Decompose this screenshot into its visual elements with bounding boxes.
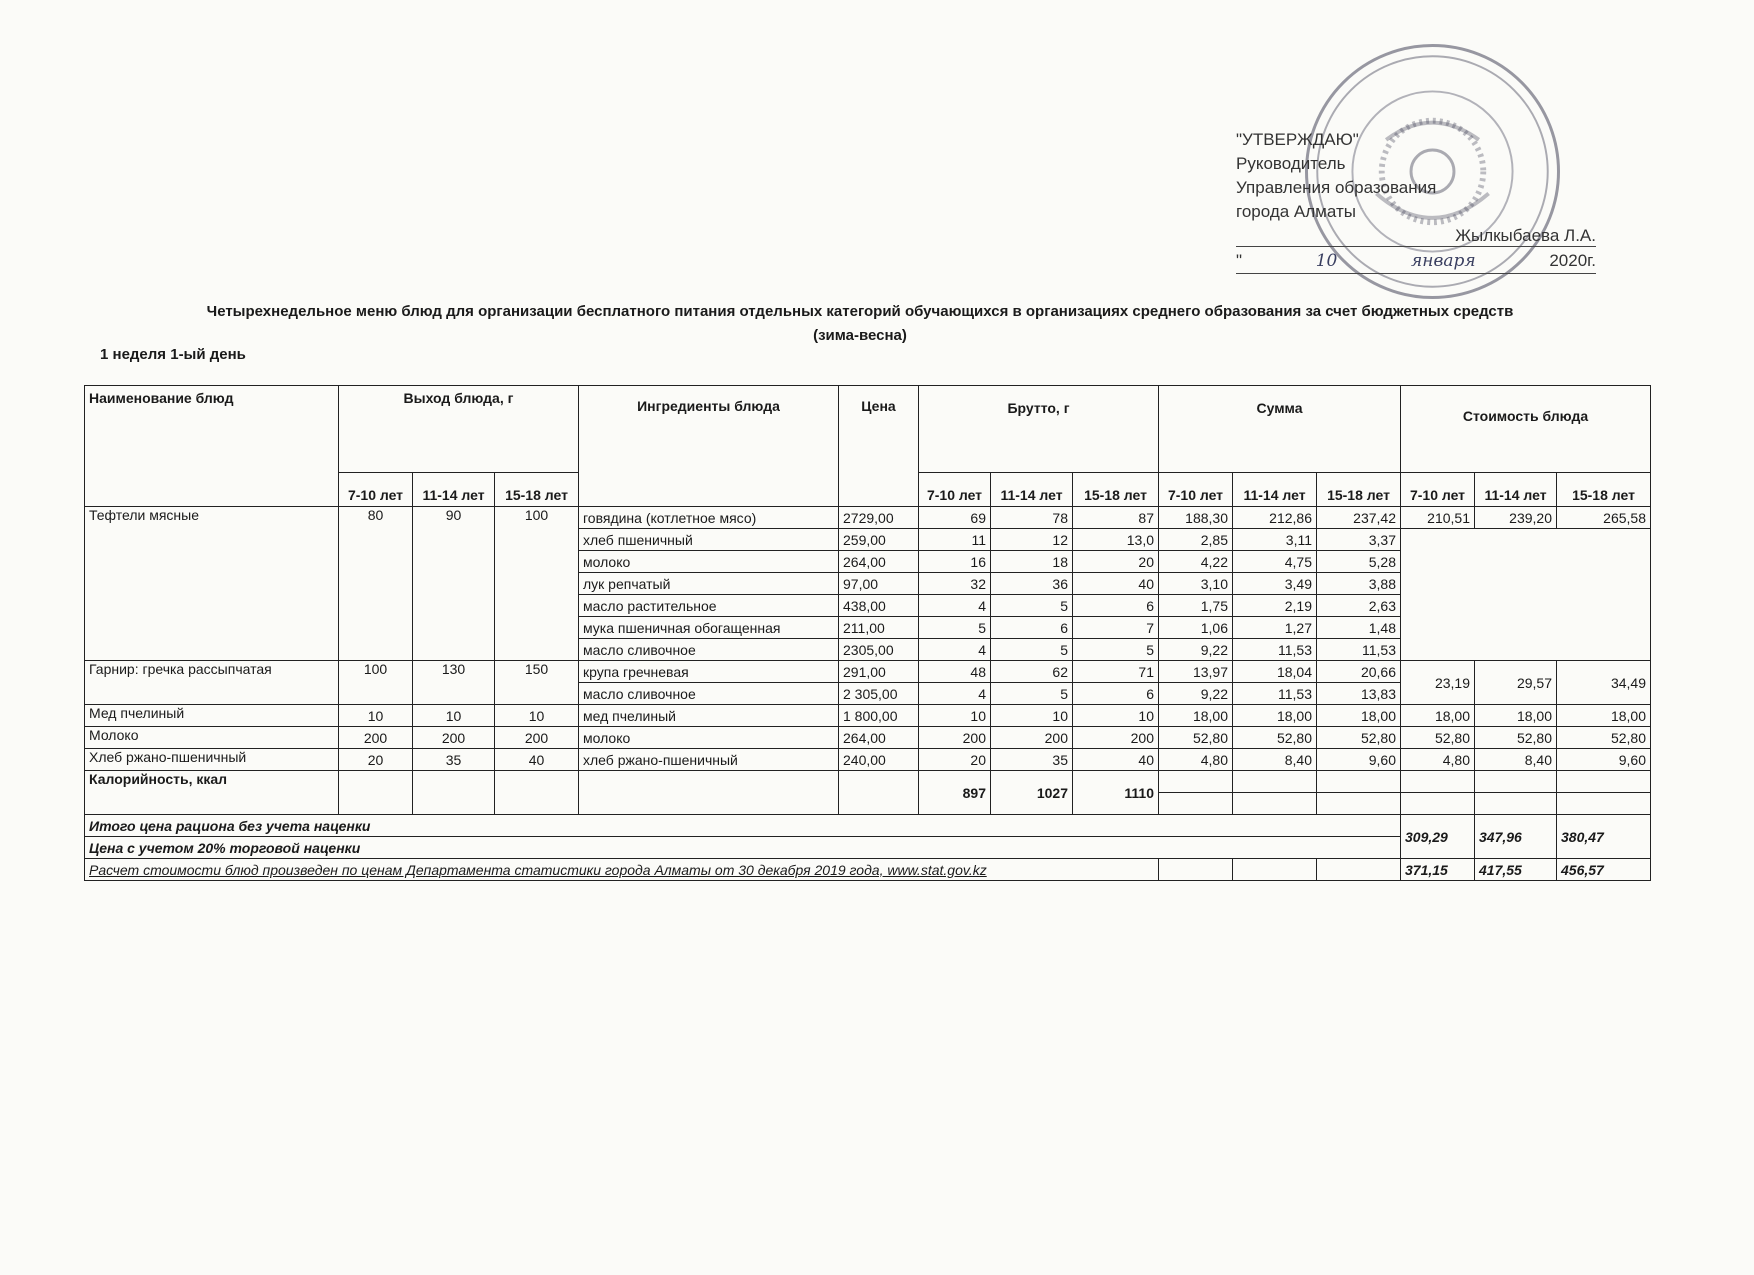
sum-cell: 11,53 [1233,639,1317,661]
approval-position: Руководитель [1236,154,1346,173]
cost-cell: 23,19 [1401,661,1475,705]
empty-cell [1557,793,1651,815]
cost-cell: 18,00 [1401,705,1475,727]
approval-block [1236,128,1596,274]
sum-cell: 3,49 [1233,573,1317,595]
brutto-cell: 62 [991,661,1073,683]
brutto-cell: 10 [991,705,1073,727]
dish-name: Тефтели мясные [85,507,339,661]
ingredient-cell: молоко [579,551,839,573]
header-brutto: Брутто, г [919,386,1159,473]
sum-cell: 18,00 [1233,705,1317,727]
brutto-age-15-18: 15-18 лет [1073,473,1159,507]
brutto-cell: 6 [991,617,1073,639]
total-no-markup-label: Итого цена рациона без учета наценки [85,815,1401,837]
ingredient-cell: говядина (котлетное мясо) [579,507,839,529]
brutto-cell: 200 [991,727,1073,749]
sum-cell: 52,80 [1233,727,1317,749]
empty-cell [1317,793,1401,815]
signer-name: Жылкыбаева Л.А. [1455,226,1596,245]
yield-cell: 200 [339,727,413,749]
sum-age-7-10: 7-10 лет [1159,473,1233,507]
cost-cell: 239,20 [1475,507,1557,529]
header-dish: Наименование блюд [85,386,339,507]
empty-cell [1557,771,1651,793]
brutto-cell: 5 [919,617,991,639]
empty-cell [495,771,579,815]
sum-cell: 4,22 [1159,551,1233,573]
yield-cell: 200 [413,727,495,749]
yield-cell: 200 [495,727,579,749]
empty-cell [1159,793,1233,815]
cost-cell: 29,57 [1475,661,1557,705]
date-quote: " [1236,251,1243,270]
sum-cell: 2,63 [1317,595,1401,617]
empty-cell [1159,859,1233,881]
brutto-cell: 7 [1073,617,1159,639]
total-row [85,815,1651,837]
sum-cell: 9,22 [1159,683,1233,705]
yield-cell: 40 [495,749,579,771]
header-row-top [85,386,1651,473]
menu-table [84,385,1651,881]
total-no-markup-value: 347,96 [1475,815,1557,859]
ingredient-cell: мед пчелиный [579,705,839,727]
sum-cell: 3,88 [1317,573,1401,595]
cost-cell: 4,80 [1401,749,1475,771]
price-source-note: Расчет стоимости блюд произведен по ценам Департамента статистики города Алматы от 30 декабря 2019 года, www.stat.gov.kz [85,859,1159,881]
price-cell: 240,00 [839,749,919,771]
empty-cell [579,771,839,815]
sum-cell: 5,28 [1317,551,1401,573]
brutto-cell: 69 [919,507,991,529]
empty-cell [1475,771,1557,793]
price-cell: 97,00 [839,573,919,595]
brutto-cell: 16 [919,551,991,573]
document-title [170,302,1550,346]
cost-age-15-18: 15-18 лет [1557,473,1651,507]
ingredient-cell: масло растительное [579,595,839,617]
sum-cell: 18,04 [1233,661,1317,683]
empty-cell [1401,793,1475,815]
brutto-age-11-14: 11-14 лет [991,473,1073,507]
ingredient-cell: лук репчатый [579,573,839,595]
ingredient-cell: масло сливочное [579,683,839,705]
date-day: 10 [1315,251,1338,271]
brutto-cell: 20 [1073,551,1159,573]
ingredient-cell: крупа гречневая [579,661,839,683]
empty-cell [1401,771,1475,793]
brutto-cell: 5 [991,683,1073,705]
sum-cell: 2,19 [1233,595,1317,617]
yield-cell: 100 [495,507,579,661]
sum-cell: 1,06 [1159,617,1233,639]
brutto-cell: 6 [1073,595,1159,617]
brutto-age-7-10: 7-10 лет [919,473,991,507]
empty-cell [339,771,413,815]
sum-cell: 188,30 [1159,507,1233,529]
dish-name: Мед пчелиный [85,705,339,727]
cost-cell: 52,80 [1475,727,1557,749]
total-markup-value: 417,55 [1475,859,1557,881]
approval-department: Управления образования [1236,178,1437,197]
sum-cell: 8,40 [1233,749,1317,771]
date-year: 2020г. [1549,251,1596,270]
brutto-cell: 35 [991,749,1073,771]
sum-cell: 11,53 [1233,683,1317,705]
date-month: января [1411,251,1476,271]
note-row [85,859,1651,881]
brutto-cell: 32 [919,573,991,595]
yield-age-15-18: 15-18 лет [495,473,579,507]
ingredient-cell: масло сливочное [579,639,839,661]
yield-cell: 20 [339,749,413,771]
approval-date [1236,249,1596,274]
sum-cell: 3,37 [1317,529,1401,551]
ingredient-cell: хлеб ржано-пшеничный [579,749,839,771]
price-cell: 259,00 [839,529,919,551]
signature-line [1236,224,1596,247]
yield-age-11-14: 11-14 лет [413,473,495,507]
sum-cell: 4,80 [1159,749,1233,771]
sum-cell: 52,80 [1159,727,1233,749]
total-markup-value: 456,57 [1557,859,1651,881]
sum-cell: 3,10 [1159,573,1233,595]
brutto-cell: 4 [919,683,991,705]
yield-cell: 10 [339,705,413,727]
empty-cell [1233,793,1317,815]
brutto-cell: 12 [991,529,1073,551]
sum-cell: 4,75 [1233,551,1317,573]
price-cell: 264,00 [839,551,919,573]
ingredient-cell: хлеб пшеничный [579,529,839,551]
brutto-cell: 40 [1073,573,1159,595]
ingredient-cell: молоко [579,727,839,749]
sum-cell: 1,27 [1233,617,1317,639]
yield-cell: 90 [413,507,495,661]
cost-cell: 18,00 [1557,705,1651,727]
sum-cell: 3,11 [1233,529,1317,551]
brutto-cell: 6 [1073,683,1159,705]
sum-cell: 237,42 [1317,507,1401,529]
kcal-value: 897 [919,771,991,815]
sum-cell: 52,80 [1317,727,1401,749]
price-cell: 2 305,00 [839,683,919,705]
cost-cell: 9,60 [1557,749,1651,771]
brutto-cell: 5 [991,639,1073,661]
yield-cell: 150 [495,661,579,705]
brutto-cell: 4 [919,639,991,661]
brutto-cell: 200 [919,727,991,749]
empty-cell [1233,859,1317,881]
sum-age-11-14: 11-14 лет [1233,473,1317,507]
empty-cell [1475,793,1557,815]
total-markup-label: Цена с учетом 20% торговой наценки [85,837,1401,859]
total-no-markup-value: 380,47 [1557,815,1651,859]
empty-cost-block [1401,529,1651,661]
title-text: Четырехнедельное меню блюд для организации бесплатного питания отдельных категорий обучающихся в организациях среднего образования за счет бюджетных средств [206,303,1514,320]
ingredient-cell: мука пшеничная обогащенная [579,617,839,639]
brutto-cell: 40 [1073,749,1159,771]
dish-name: Хлеб ржано-пшеничный [85,749,339,771]
cost-cell: 52,80 [1557,727,1651,749]
brutto-cell: 5 [1073,639,1159,661]
cost-cell: 34,49 [1557,661,1651,705]
brutto-cell: 20 [919,749,991,771]
empty-cell [1317,771,1401,793]
yield-cell: 80 [339,507,413,661]
sum-cell: 20,66 [1317,661,1401,683]
cost-age-11-14: 11-14 лет [1475,473,1557,507]
sum-cell: 18,00 [1317,705,1401,727]
price-cell: 1 800,00 [839,705,919,727]
header-ingredients: Ингредиенты блюда [579,386,839,507]
season-subtitle: (зима-весна) [813,327,907,344]
approval-heading: "УТВЕРЖДАЮ" [1236,130,1359,149]
kcal-value: 1027 [991,771,1073,815]
brutto-cell: 5 [991,595,1073,617]
sum-cell: 2,85 [1159,529,1233,551]
cost-cell: 265,58 [1557,507,1651,529]
price-cell: 291,00 [839,661,919,683]
brutto-cell: 78 [991,507,1073,529]
brutto-cell: 13,0 [1073,529,1159,551]
cost-cell: 8,40 [1475,749,1557,771]
sum-cell: 212,86 [1233,507,1317,529]
brutto-cell: 18 [991,551,1073,573]
cost-age-7-10: 7-10 лет [1401,473,1475,507]
cost-cell: 18,00 [1475,705,1557,727]
dish-name: Молоко [85,727,339,749]
empty-cell [839,771,919,815]
brutto-cell: 4 [919,595,991,617]
sum-cell: 18,00 [1159,705,1233,727]
yield-cell: 100 [339,661,413,705]
brutto-cell: 11 [919,529,991,551]
yield-cell: 10 [495,705,579,727]
table-row [85,661,1651,683]
header-cost: Стоимость блюда [1401,386,1651,473]
sum-cell: 13,83 [1317,683,1401,705]
table-row [85,749,1651,771]
table-row [85,727,1651,749]
cost-cell: 52,80 [1401,727,1475,749]
table-row [85,507,1651,529]
sum-cell: 9,22 [1159,639,1233,661]
cost-cell: 210,51 [1401,507,1475,529]
yield-cell: 35 [413,749,495,771]
table-row [85,705,1651,727]
sum-cell: 9,60 [1317,749,1401,771]
total-markup-value: 371,15 [1401,859,1475,881]
empty-cell [1233,771,1317,793]
header-sum: Сумма [1159,386,1401,473]
yield-cell: 10 [413,705,495,727]
dish-name: Гарнир: гречка рассыпчатая [85,661,339,705]
sum-cell: 11,53 [1317,639,1401,661]
empty-cell [413,771,495,815]
brutto-cell: 87 [1073,507,1159,529]
price-cell: 2305,00 [839,639,919,661]
day-label: 1 неделя 1-ый день [100,346,246,363]
sum-age-15-18: 15-18 лет [1317,473,1401,507]
brutto-cell: 48 [919,661,991,683]
approval-city: города Алматы [1236,202,1356,221]
kcal-row [85,771,1651,793]
empty-cell [1317,859,1401,881]
price-cell: 264,00 [839,727,919,749]
yield-age-7-10: 7-10 лет [339,473,413,507]
brutto-cell: 10 [1073,705,1159,727]
brutto-cell: 200 [1073,727,1159,749]
price-cell: 438,00 [839,595,919,617]
price-cell: 2729,00 [839,507,919,529]
brutto-cell: 10 [919,705,991,727]
kcal-label: Калорийность, ккал [85,771,339,815]
sum-cell: 1,75 [1159,595,1233,617]
price-cell: 211,00 [839,617,919,639]
total-no-markup-value: 309,29 [1401,815,1475,859]
sum-cell: 13,97 [1159,661,1233,683]
empty-cell [1159,771,1233,793]
brutto-cell: 71 [1073,661,1159,683]
kcal-value: 1110 [1073,771,1159,815]
yield-cell: 130 [413,661,495,705]
brutto-cell: 36 [991,573,1073,595]
header-price: Цена [839,386,919,507]
sum-cell: 1,48 [1317,617,1401,639]
header-yield: Выход блюда, г [339,386,579,473]
